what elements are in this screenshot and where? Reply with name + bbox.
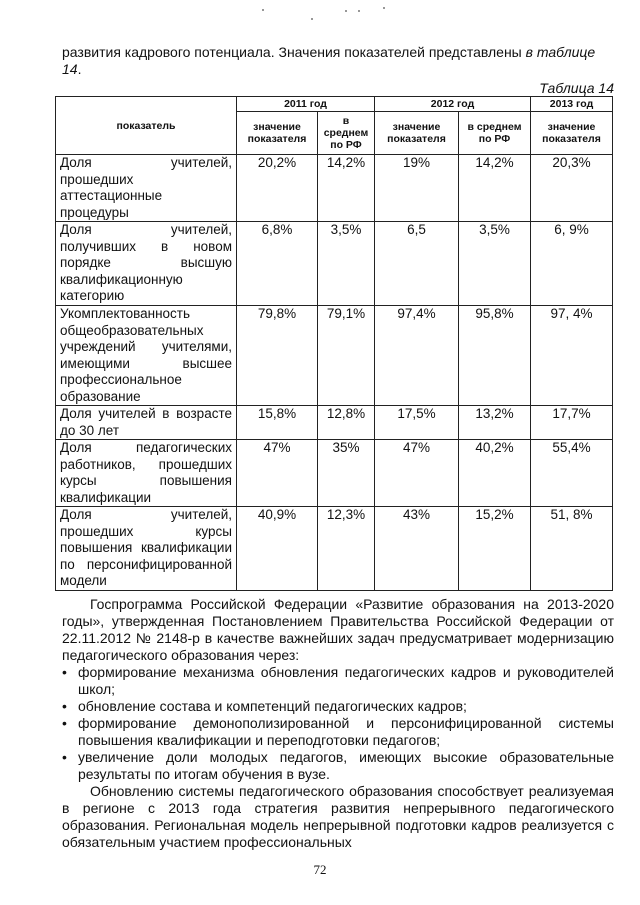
cell-value: 40,9%: [237, 507, 318, 591]
cell-value: 15,8%: [237, 406, 318, 440]
scan-speck: [345, 10, 347, 12]
cell-value: 3,5%: [318, 222, 375, 306]
table-row: [56, 406, 613, 440]
cell-value: 12,8%: [318, 406, 375, 440]
cell-value: 95,8%: [459, 306, 531, 406]
paragraph-goals: Госпрограмма Российской Федерации «Развитие образования на 2013-2020 годы», утвержденная Постановлением Правительства Российской Федерации от 22.11.2012 № 2148-р в качестве важнейших задач предусматривает модернизацию педагогического образования через:: [62, 596, 614, 663]
row-label: Доля педагогических работников, прошедших курсы повышения квалификации: [56, 440, 237, 507]
cell-value: 6,5: [375, 222, 459, 306]
cell-value: 97, 4%: [531, 306, 613, 406]
header-value-2013: значение показателя: [531, 112, 613, 155]
intro-paragraph: [62, 44, 618, 78]
header-year-2012: 2012 год: [375, 97, 531, 112]
cell-value: 97,4%: [375, 306, 459, 406]
cell-value: 14,2%: [318, 155, 375, 222]
list-item: • формирование механизма обновления педагогических кадров и руководителей школ;: [62, 664, 614, 698]
cell-value: 51, 8%: [531, 507, 613, 591]
row-label: Доля учителей в возрасте до 30 лет: [56, 406, 237, 440]
cell-value: 17,7%: [531, 406, 613, 440]
list-item: • формирование демонополизированной и персонифицированной системы повышения квалификации и переподготовки педагогов;: [62, 715, 614, 749]
row-label: Доля учителей, получивших в новом порядке высшую квалификационную категорию: [56, 222, 237, 306]
scan-speck: [311, 18, 313, 20]
cell-value: 79,1%: [318, 306, 375, 406]
header-year-2013: 2013 год: [531, 97, 613, 112]
cell-value: 17,5%: [375, 406, 459, 440]
cell-value: 40,2%: [459, 440, 531, 507]
header-avg-2011: в среднем по РФ: [318, 112, 375, 155]
cell-value: 3,5%: [459, 222, 531, 306]
header-value-2012: значение показателя: [375, 112, 459, 155]
list-item: • обновление состава и компетенций педагогических кадров;: [62, 698, 614, 715]
table-row: [56, 222, 613, 306]
row-label: Доля учителей, прошедших курсы повышения квалификации по персонифицированной модели: [56, 507, 237, 591]
cell-value: 79,8%: [237, 306, 318, 406]
goals-list: [62, 664, 614, 783]
cell-value: 6, 9%: [531, 222, 613, 306]
table-caption: Таблица 14: [539, 80, 614, 96]
cell-value: 13,2%: [459, 406, 531, 440]
row-label: Укомплектованность общеобразовательных учреждений учителями, имеющими высшее профессиональное образование: [56, 306, 237, 406]
row-label: Доля учителей, прошедших аттестационные процедуры: [56, 155, 237, 222]
body-text: [62, 596, 614, 851]
cell-value: 47%: [237, 440, 318, 507]
intro-text: развития кадрового потенциала. Значения показателей представлены: [62, 44, 526, 60]
table-reference: в таблице 14: [62, 44, 596, 77]
cell-value: 43%: [375, 507, 459, 591]
cell-value: 20,2%: [237, 155, 318, 222]
cell-value: 55,4%: [531, 440, 613, 507]
header-value-2011: значение показателя: [237, 112, 318, 155]
paragraph-strategy: Обновлению системы педагогического образования способствует реализуемая в регионе с 2013 года стратегия развития непрерывного педагогического образования. Региональная модель непрерывной подготовки кадров реализуется с обязательным участием профессиональных: [62, 783, 614, 850]
scan-speck: [262, 9, 264, 11]
cell-value: 35%: [318, 440, 375, 507]
cell-value: 6,8%: [237, 222, 318, 306]
cell-value: 12,3%: [318, 507, 375, 591]
table-row: [56, 306, 613, 406]
list-item: • увеличение доли молодых педагогов, имеющих высокие образовательные результаты по итогам обучения в вузе.: [62, 749, 614, 783]
cell-value: 19%: [375, 155, 459, 222]
cell-value: 47%: [375, 440, 459, 507]
cell-value: 15,2%: [459, 507, 531, 591]
table-row: [56, 155, 613, 222]
header-avg-2012: в среднем по РФ: [459, 112, 531, 155]
cell-value: 14,2%: [459, 155, 531, 222]
table-row: [56, 440, 613, 507]
header-year-2011: 2011 год: [237, 97, 375, 112]
scan-speck: [358, 10, 360, 12]
table-row: [56, 507, 613, 591]
cell-value: 20,3%: [531, 155, 613, 222]
intro-end: .: [77, 61, 82, 77]
scan-speck: [383, 7, 385, 9]
page-number: 72: [313, 862, 327, 877]
header-indicator: показатель: [56, 97, 237, 155]
indicators-table: [55, 96, 613, 591]
